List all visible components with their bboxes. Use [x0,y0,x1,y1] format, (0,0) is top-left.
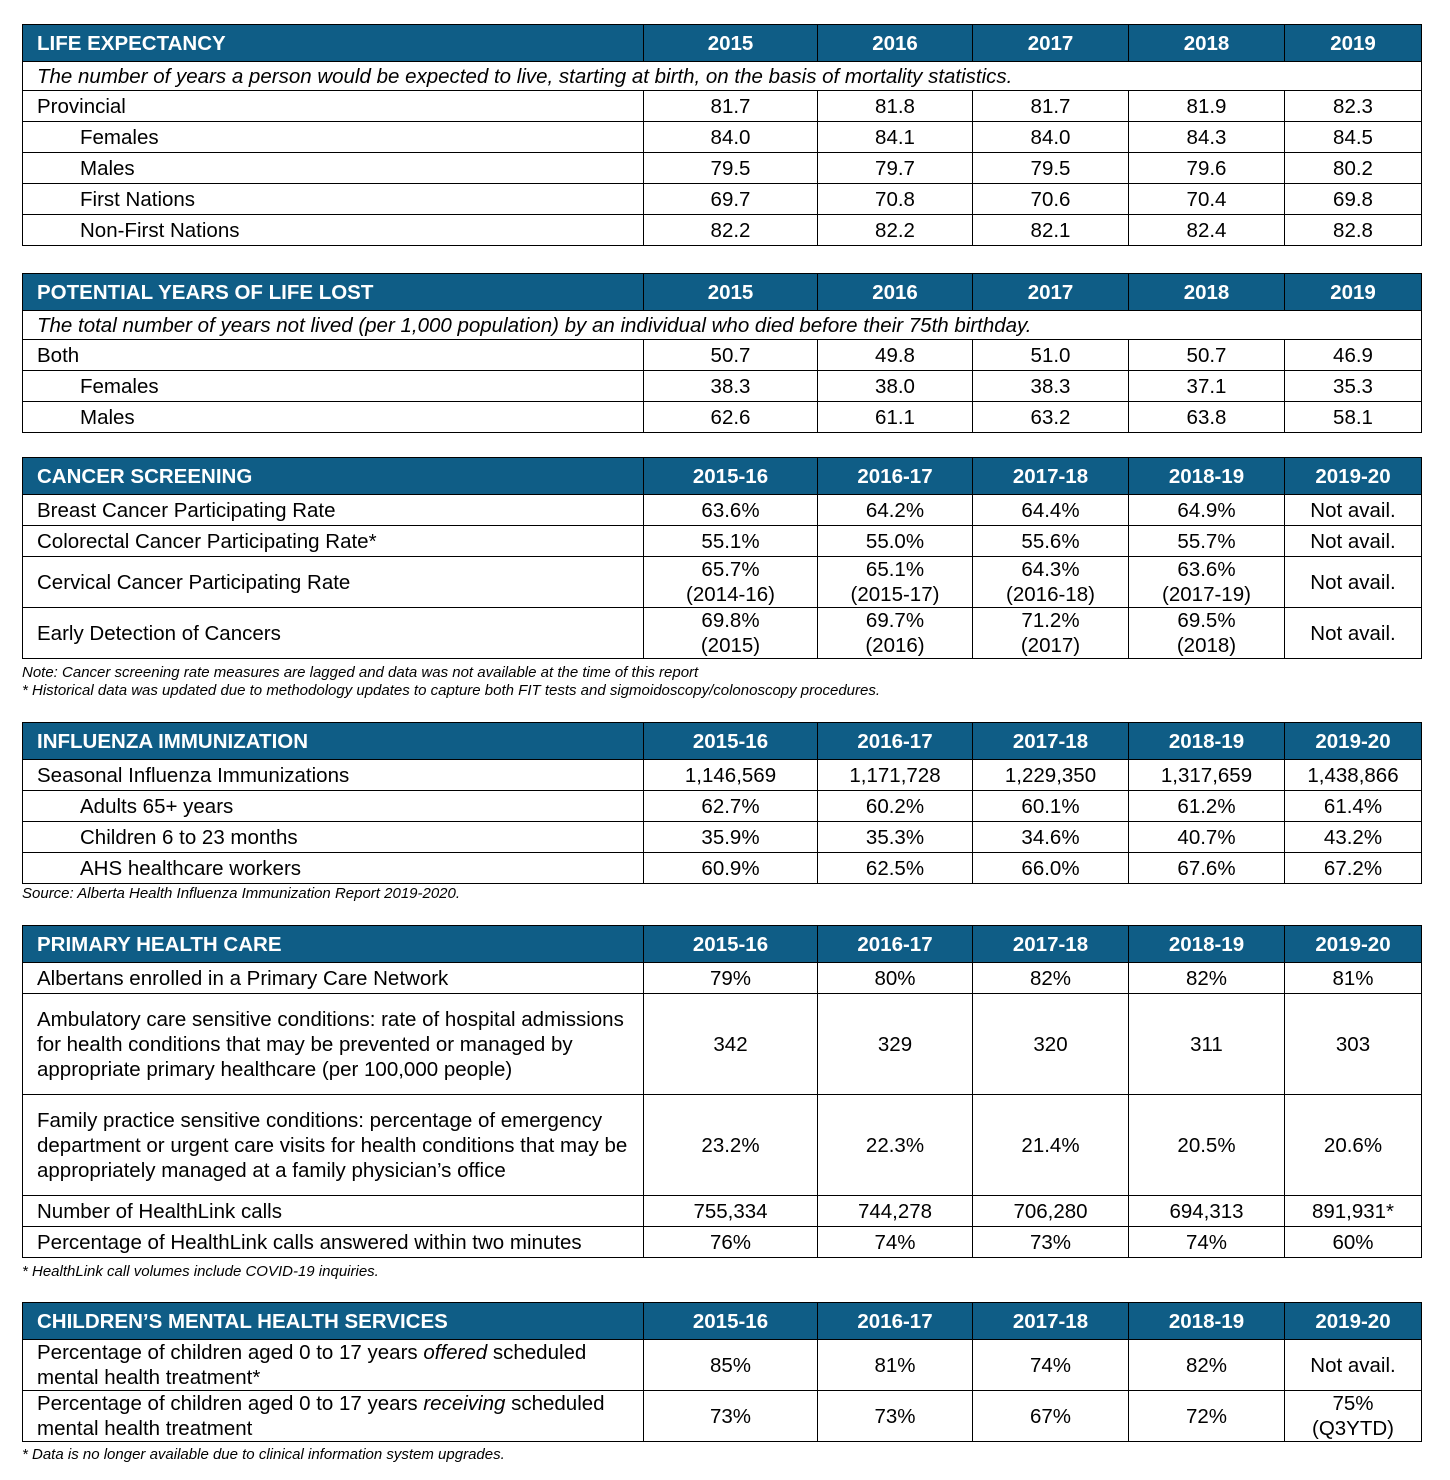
label-part: scheduled mental health treatment [37,1392,605,1440]
cell-value: 66.0% [973,853,1129,884]
cell-value [973,608,1129,659]
table-row [23,340,1422,371]
cell-value: 35.3 [1285,371,1422,402]
cell-value [644,557,818,608]
row-label: Males [23,402,644,433]
year-header: 2017 [973,274,1129,311]
table-row [23,1340,1422,1391]
cell-value: 81% [1285,963,1422,994]
cell-value [1129,557,1285,608]
life-expectancy-table [22,24,1422,246]
cell-value: 706,280 [973,1196,1129,1227]
cell-value: 1,146,569 [644,760,818,791]
table-row [23,1196,1422,1227]
section-title: INFLUENZA IMMUNIZATION [23,723,644,760]
cell-value: Not avail. [1285,608,1422,659]
year-header: 2015-16 [644,723,818,760]
row-label: Percentage of HealthLink calls answered within two minutes [23,1227,644,1258]
table-row [23,371,1422,402]
year-header: 2019-20 [1285,458,1422,495]
year-header: 2017 [973,25,1129,62]
year-header: 2017-18 [973,926,1129,963]
influenza-immunization-table [22,722,1422,884]
cell-value: 60.2% [818,791,973,822]
value-line: 64.3% [1021,558,1080,581]
table-row [23,215,1422,246]
cell-value: 73% [818,1391,973,1442]
cell-value: 1,171,728 [818,760,973,791]
table-row [23,1391,1422,1442]
table-row [23,495,1422,526]
cell-value [644,608,818,659]
year-header: 2017-18 [973,458,1129,495]
year-header: 2015 [644,274,818,311]
cell-value: 79% [644,963,818,994]
period-line: (2018) [1176,634,1237,657]
cell-value: Not avail. [1285,526,1422,557]
row-label: Provincial [23,91,644,122]
cell-value: 74% [973,1340,1129,1391]
row-label [23,1391,644,1442]
cell-value: 38.0 [818,371,973,402]
cell-value: Not avail. [1285,557,1422,608]
row-label: Colorectal Cancer Participating Rate* [23,526,644,557]
cell-value: 21.4% [973,1095,1129,1196]
cell-value [1129,608,1285,659]
cell-value: 20.6% [1285,1095,1422,1196]
row-label [23,1340,644,1391]
cell-value: 84.3 [1129,122,1285,153]
cell-value: Not avail. [1285,1340,1422,1391]
row-label: Adults 65+ years [23,791,644,822]
row-label: AHS healthcare workers [23,853,644,884]
cell-value: 67.6% [1129,853,1285,884]
childrens-mental-health-table [22,1302,1422,1442]
cell-value: 55.0% [818,526,973,557]
row-label: Males [23,153,644,184]
cell-value: 55.1% [644,526,818,557]
value-line: 69.5% [1177,609,1236,632]
cell-value: 61.1 [818,402,973,433]
cell-value: 82% [1129,963,1285,994]
period-line: (2015) [700,634,761,657]
cell-value: 60.1% [973,791,1129,822]
cell-value: 84.1 [818,122,973,153]
row-label: Females [23,122,644,153]
cell-value: 38.3 [644,371,818,402]
row-label: First Nations [23,184,644,215]
cell-value: 81.7 [644,91,818,122]
section-title: POTENTIAL YEARS OF LIFE LOST [23,274,644,311]
cell-value: 35.3% [818,822,973,853]
cell-value: 744,278 [818,1196,973,1227]
cell-value: 70.8 [818,184,973,215]
cell-value: 79.6 [1129,153,1285,184]
cell-value: 55.6% [973,526,1129,557]
cell-value: 55.7% [1129,526,1285,557]
cell-value: 23.2% [644,1095,818,1196]
row-label: Albertans enrolled in a Primary Care Network [23,963,644,994]
year-header: 2016-17 [818,926,973,963]
cell-value: 82.1 [973,215,1129,246]
cell-value: 40.7% [1129,822,1285,853]
period-line: (2016-18) [1006,583,1095,606]
cell-value: 67% [973,1391,1129,1442]
label-part: scheduled mental health treatment* [37,1341,587,1389]
table-row [23,402,1422,433]
cell-value: 62.6 [644,402,818,433]
cell-value: 76% [644,1227,818,1258]
year-header: 2019 [1285,25,1422,62]
row-label: Seasonal Influenza Immunizations [23,760,644,791]
year-header: 2018-19 [1129,458,1285,495]
cell-value: 755,334 [644,1196,818,1227]
label-emphasis: receiving [423,1392,506,1415]
cell-value: 63.8 [1129,402,1285,433]
period-line: (2015-17) [850,583,940,606]
year-header: 2015 [644,25,818,62]
year-header: 2018-19 [1129,926,1285,963]
cell-value: 82.8 [1285,215,1422,246]
cell-value: 84.0 [644,122,818,153]
table-row [23,153,1422,184]
cell-value: 70.4 [1129,184,1285,215]
year-header: 2016 [818,25,973,62]
section-title: LIFE EXPECTANCY [23,25,644,62]
year-header: 2015-16 [644,458,818,495]
footnote: * Data is no longer available due to clinical information system upgrades. [22,1446,505,1463]
cell-value: 67.2% [1285,853,1422,884]
label-part: Percentage of children aged 0 to 17 years [37,1392,424,1415]
cell-value: 51.0 [973,340,1129,371]
value-line: 75% [1332,1392,1374,1415]
cell-value: 80% [818,963,973,994]
year-header: 2019-20 [1285,723,1422,760]
cell-value: 62.7% [644,791,818,822]
primary-health-care-table [22,925,1422,1258]
row-label: Both [23,340,644,371]
cell-value: 34.6% [973,822,1129,853]
cell-value: 82% [1129,1340,1285,1391]
cell-value: 62.5% [818,853,973,884]
label-part: Percentage of children aged 0 to 17 years [37,1341,424,1364]
cell-value: 58.1 [1285,402,1422,433]
table-row [23,1095,1422,1196]
cell-value: Not avail. [1285,495,1422,526]
cell-value: 74% [818,1227,973,1258]
cell-value: 82.3 [1285,91,1422,122]
year-header: 2019 [1285,274,1422,311]
cell-value: 64.2% [818,495,973,526]
cell-value: 69.7 [644,184,818,215]
table-row [23,608,1422,659]
period-line: (Q3YTD) [1312,1417,1394,1440]
footnote: * Historical data was updated due to methodology updates to capture both FIT tests and sigmoidoscopy/colonoscopy procedures. [22,682,881,699]
value-line: 71.2% [1021,609,1080,632]
period-line: (2017-19) [1162,583,1251,606]
table-row [23,760,1422,791]
cell-value: 73% [973,1227,1129,1258]
cell-value: 46.9 [1285,340,1422,371]
table-row [23,994,1422,1095]
section-description: The total number of years not lived (per 1,000 population) by an individual who died before their 75th birthday. [23,311,1422,340]
cell-value: 84.5 [1285,122,1422,153]
year-header: 2017-18 [973,723,1129,760]
cell-value: 1,438,866 [1285,760,1422,791]
cell-value: 63.2 [973,402,1129,433]
cell-value: 79.7 [818,153,973,184]
period-line: (2014-16) [686,583,775,606]
cell-value: 81.8 [818,91,973,122]
cell-value: 50.7 [1129,340,1285,371]
cell-value: 22.3% [818,1095,973,1196]
row-label: Breast Cancer Participating Rate [23,495,644,526]
value-line: 65.7% [701,558,760,581]
label-emphasis: offered [423,1341,488,1364]
cell-value: 1,229,350 [973,760,1129,791]
cell-value: 35.9% [644,822,818,853]
cell-value: 43.2% [1285,822,1422,853]
cell-value: 70.6 [973,184,1129,215]
cell-value: 50.7 [644,340,818,371]
table-row [23,91,1422,122]
table-row [23,557,1422,608]
cell-value: 80.2 [1285,153,1422,184]
cell-value: 82.2 [644,215,818,246]
cell-value: 320 [973,994,1129,1095]
cell-value: 303 [1285,994,1422,1095]
cell-value: 1,317,659 [1129,760,1285,791]
year-header: 2018 [1129,274,1285,311]
cell-value: 82% [973,963,1129,994]
footnote: Source: Alberta Health Influenza Immunization Report 2019-2020. [22,885,461,902]
cell-value: 694,313 [1129,1196,1285,1227]
cell-value: 63.6% [644,495,818,526]
table-row [23,853,1422,884]
cell-value: 81% [818,1340,973,1391]
cell-value: 61.4% [1285,791,1422,822]
table-row [23,791,1422,822]
cell-value: 49.8 [818,340,973,371]
year-header: 2018 [1129,25,1285,62]
cell-value: 60.9% [644,853,818,884]
value-line: 63.6% [1177,558,1236,581]
cell-value: 20.5% [1129,1095,1285,1196]
cell-value: 72% [1129,1391,1285,1442]
value-line: 69.8% [701,609,760,632]
cell-value [1285,1391,1422,1442]
cancer-screening-table [22,457,1422,659]
cell-value: 81.9 [1129,91,1285,122]
year-header: 2018-19 [1129,723,1285,760]
row-label: Early Detection of Cancers [23,608,644,659]
cell-value: 81.7 [973,91,1129,122]
value-line: 69.7% [865,609,925,632]
section-title: PRIMARY HEALTH CARE [23,926,644,963]
row-label: Cervical Cancer Participating Rate [23,557,644,608]
cell-value [818,608,973,659]
table-row [23,822,1422,853]
table-row [23,122,1422,153]
cell-value: 342 [644,994,818,1095]
row-label: Non-First Nations [23,215,644,246]
year-header: 2017-18 [973,1303,1129,1340]
footnote: Note: Cancer screening rate measures are lagged and data was not available at the time of this report [22,664,699,681]
year-header: 2015-16 [644,1303,818,1340]
cell-value: 37.1 [1129,371,1285,402]
year-header: 2016-17 [818,458,973,495]
section-title: CANCER SCREENING [23,458,644,495]
cell-value: 329 [818,994,973,1095]
year-header: 2016-17 [818,723,973,760]
table-row [23,526,1422,557]
cell-value: 79.5 [644,153,818,184]
period-line: (2016) [865,634,925,657]
cell-value: 311 [1129,994,1285,1095]
row-label: Ambulatory care sensitive conditions: rate of hospital admissions for health conditions that may be prevented or managed by appropriate primary healthcare (per 100,000 people) [23,994,644,1095]
cell-value: 64.9% [1129,495,1285,526]
year-header: 2019-20 [1285,926,1422,963]
cell-value [818,557,973,608]
cell-value: 82.4 [1129,215,1285,246]
cell-value: 84.0 [973,122,1129,153]
cell-value: 82.2 [818,215,973,246]
period-line: (2017) [1020,634,1081,657]
value-line: 65.1% [865,558,925,581]
table-row [23,1227,1422,1258]
cell-value [973,557,1129,608]
footnote: * HealthLink call volumes include COVID-19 inquiries. [22,1263,379,1280]
row-label: Children 6 to 23 months [23,822,644,853]
cell-value: 38.3 [973,371,1129,402]
year-header: 2016 [818,274,973,311]
cell-value: 85% [644,1340,818,1391]
table-row [23,963,1422,994]
section-description: The number of years a person would be expected to live, starting at birth, on the basis of mortality statistics. [23,62,1422,91]
cell-value: 61.2% [1129,791,1285,822]
year-header: 2016-17 [818,1303,973,1340]
cell-value: 64.4% [973,495,1129,526]
year-header: 2018-19 [1129,1303,1285,1340]
row-label: Family practice sensitive conditions: percentage of emergency department or urgent care visits for health conditions that may be appropriately managed at a family physician’s office [23,1095,644,1196]
row-label: Females [23,371,644,402]
cell-value: 891,931* [1285,1196,1422,1227]
table-row [23,184,1422,215]
row-label: Number of HealthLink calls [23,1196,644,1227]
cell-value: 60% [1285,1227,1422,1258]
year-header: 2015-16 [644,926,818,963]
section-title: CHILDREN’S MENTAL HEALTH SERVICES [23,1303,644,1340]
cell-value: 73% [644,1391,818,1442]
year-header: 2019-20 [1285,1303,1422,1340]
cell-value: 74% [1129,1227,1285,1258]
cell-value: 79.5 [973,153,1129,184]
cell-value: 69.8 [1285,184,1422,215]
potential-years-life-lost-table [22,273,1422,433]
